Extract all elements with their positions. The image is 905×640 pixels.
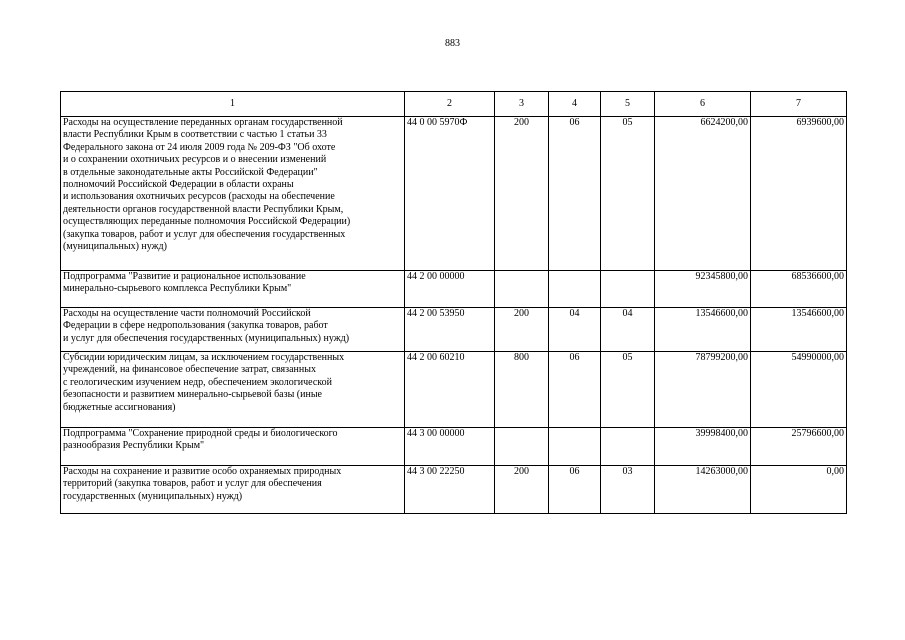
expense-name <box>61 428 405 466</box>
subsection-code: 05 <box>601 117 655 271</box>
page-number: 883 <box>445 38 460 49</box>
column-header-2: 2 <box>405 92 495 117</box>
header-row <box>61 92 847 117</box>
column-header-1: 1 <box>61 92 405 117</box>
amount-column-6: 6624200,00 <box>655 117 751 271</box>
expense-name <box>61 308 405 352</box>
section-code <box>549 428 601 466</box>
section-code: 06 <box>549 466 601 514</box>
expense-type-code: 200 <box>495 308 549 352</box>
table-row <box>61 466 847 514</box>
amount-column-7: 0,00 <box>751 466 847 514</box>
amount-column-6: 14263000,00 <box>655 466 751 514</box>
column-header-7: 7 <box>751 92 847 117</box>
expense-type-code <box>495 428 549 466</box>
expense-name-text: Субсидии юридическим лицам, за исключением государственных учреждений, на финансовое обеспечение затрат, связанных с геологическим изучением недр, обеспечением экологической безопасности и развитием минерально-сырьевой базы (иные бюджетные ассигнования) <box>63 352 345 413</box>
expense-name <box>61 117 405 271</box>
target-code: 44 2 00 60210 <box>405 352 495 428</box>
amount-column-7: 68536600,00 <box>751 271 847 308</box>
table-row <box>61 117 847 271</box>
subsection-code: 05 <box>601 352 655 428</box>
subsection-code <box>601 428 655 466</box>
table-row <box>61 352 847 428</box>
expense-type-code: 200 <box>495 117 549 271</box>
table-row <box>61 308 847 352</box>
expense-type-code: 200 <box>495 466 549 514</box>
target-code: 44 0 00 5970Ф <box>405 117 495 271</box>
subsection-code: 04 <box>601 308 655 352</box>
target-code: 44 2 00 00000 <box>405 271 495 308</box>
section-code <box>549 271 601 308</box>
amount-column-6: 78799200,00 <box>655 352 751 428</box>
amount-column-6: 13546600,00 <box>655 308 751 352</box>
target-code: 44 3 00 22250 <box>405 466 495 514</box>
section-code: 06 <box>549 117 601 271</box>
expense-name-text: Подпрограмма "Сохранение природной среды и биологического разнообразия Республики Крым" <box>63 428 338 452</box>
target-code: 44 3 00 00000 <box>405 428 495 466</box>
section-code: 04 <box>549 308 601 352</box>
amount-column-7: 54990000,00 <box>751 352 847 428</box>
amount-column-7: 25796600,00 <box>751 428 847 466</box>
amount-column-6: 39998400,00 <box>655 428 751 466</box>
subsection-code: 03 <box>601 466 655 514</box>
expense-name-text: Расходы на осуществление части полномочий Российской Федерации в сфере недропользования (закупка товаров, работ и услуг для обеспечения государственных (муниципальных) нужд) <box>63 308 350 344</box>
expense-name-text: Подпрограмма "Развитие и рациональное использование минерально-сырьевого комплекса Республики Крым" <box>63 271 306 295</box>
expense-name <box>61 271 405 308</box>
budget-table <box>60 91 847 514</box>
column-header-4: 4 <box>549 92 601 117</box>
expense-type-code: 800 <box>495 352 549 428</box>
expense-name <box>61 352 405 428</box>
amount-column-7: 13546600,00 <box>751 308 847 352</box>
expense-name-text: Расходы на осуществление переданных органам государственной власти Республики Крым в соответствии с частью 1 статьи 33 Федерального закона от 24 июля 2009 года № 209-ФЗ "Об охоте и о сохранении охотничьих ресурсов и о внесении изменений в отдельные законодательные акты Российской Федерации" полномочий Российской Федерации в области охраны и использования охотничьих ресурсов (расходы на обеспечение деятельности органов государственной власти Республики Крым, осуществляющих переданные полномочия Российской Федерации) (закупка товаров, работ и услуг для обеспечения государственных (муниципальных) нужд) <box>63 117 351 253</box>
subsection-code <box>601 271 655 308</box>
section-code: 06 <box>549 352 601 428</box>
target-code: 44 2 00 53950 <box>405 308 495 352</box>
column-header-5: 5 <box>601 92 655 117</box>
expense-name <box>61 466 405 514</box>
amount-column-6: 92345800,00 <box>655 271 751 308</box>
column-header-6: 6 <box>655 92 751 117</box>
table-row <box>61 428 847 466</box>
amount-column-7: 6939600,00 <box>751 117 847 271</box>
column-header-3: 3 <box>495 92 549 117</box>
table-row <box>61 271 847 308</box>
expense-type-code <box>495 271 549 308</box>
expense-name-text: Расходы на сохранение и развитие особо охраняемых природных территорий (закупка товаров, работ и услуг для обеспечения государственных (муниципальных) нужд) <box>63 466 342 502</box>
